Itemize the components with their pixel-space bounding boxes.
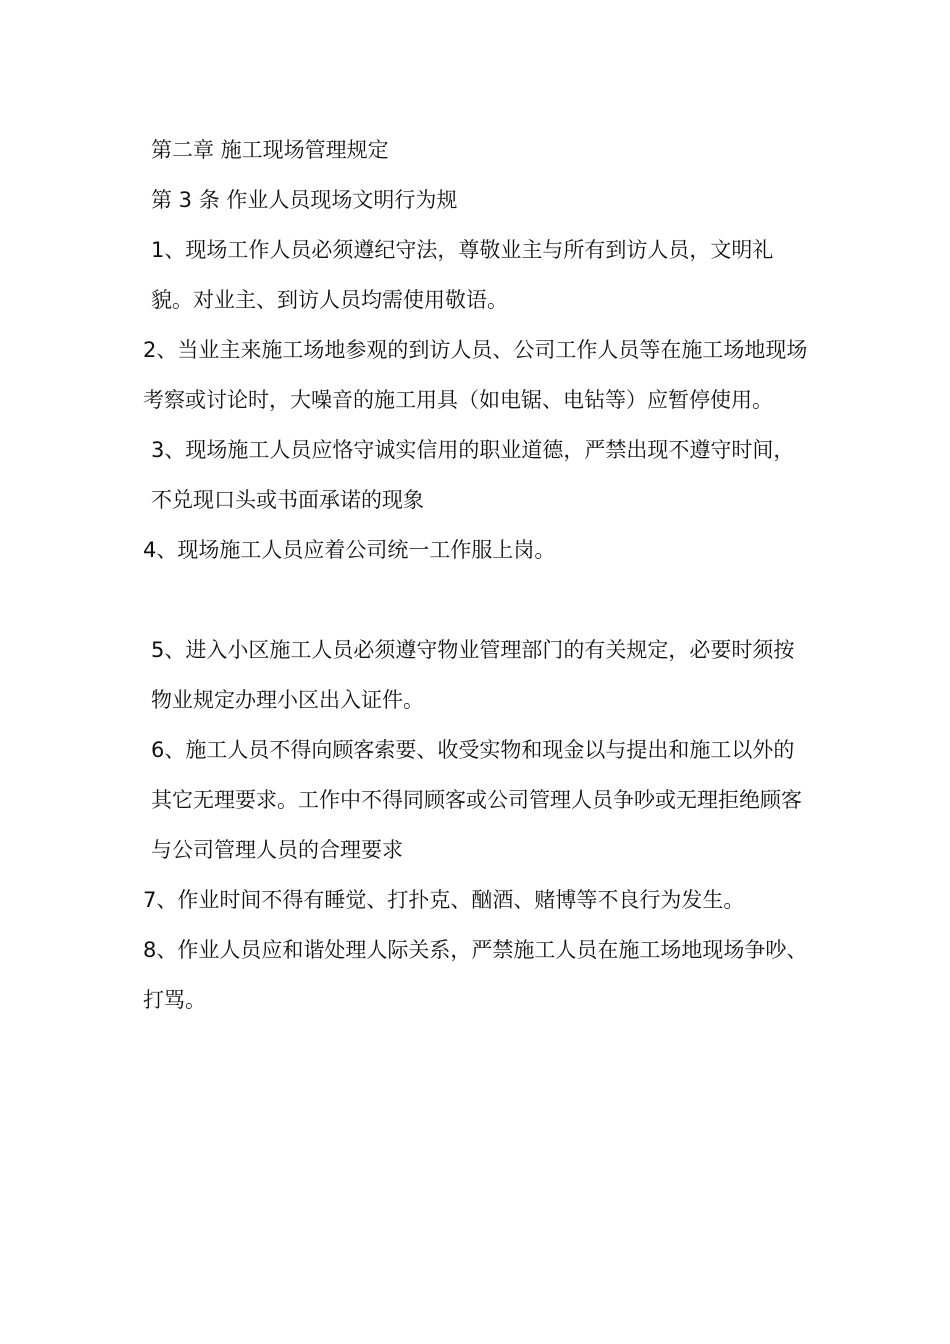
rule-item-7: 7、作业时间不得有睡觉、打扑克、酗酒、赌博等不良行为发生。 bbox=[143, 888, 745, 912]
rule-item-5: 5、进入小区施工人员必须遵守物业管理部门的有关规定，必要时须按物业规定办理小区出入证件。 bbox=[151, 638, 795, 712]
rule-item-2: 2、当业主来施工场地参观的到访人员、公司工作人员等在施工场地现场考察或讨论时，大噪音的施工用具（如电锯、电钻等）应暂停使用。 bbox=[143, 338, 808, 412]
rule-item-4: 4、现场施工人员应着公司统一工作服上岗。 bbox=[143, 538, 556, 562]
chapter-title: 第二章 施工现场管理规定 bbox=[151, 138, 389, 162]
article-title: 第 3 条 作业人员现场文明行为规 bbox=[151, 188, 458, 212]
rule-item-6: 6、施工人员不得向顾客索要、收受实物和现金以与提出和施工以外的其它无理要求。工作中不得同顾客或公司管理人员争吵或无理拒绝顾客与公司管理人员的合理要求 bbox=[151, 738, 802, 862]
rule-item-8: 8、作业人员应和谐处理人际关系，严禁施工人员在施工场地现场争吵、打骂。 bbox=[143, 938, 808, 1012]
blank-line bbox=[143, 575, 813, 625]
rule-item-3: 3、现场施工人员应恪守诚实信用的职业道德，严禁出现不遵守时间，不兑现口头或书面承诺的现象 bbox=[151, 438, 795, 512]
document-body bbox=[143, 125, 813, 1025]
rule-item-1: 1、现场工作人员必须遵纪守法，尊敬业主与所有到访人员，文明礼貌。对业主、到访人员均需使用敬语。 bbox=[151, 238, 774, 312]
